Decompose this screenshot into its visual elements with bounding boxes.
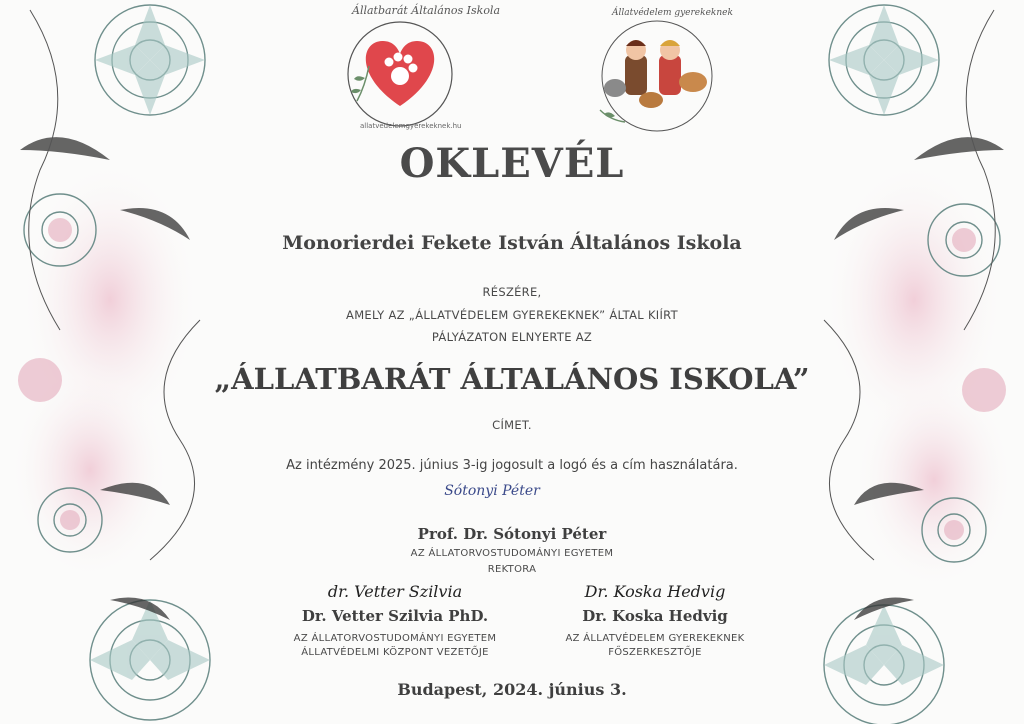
right-signer-name: Dr. Koska Hedvig bbox=[582, 607, 728, 625]
right-logo-text: Állatvédelem gyerekeknek bbox=[612, 8, 733, 18]
left-handwritten-signature: dr. Vetter Szilvia bbox=[327, 582, 463, 601]
for-line: RÉSZÉRE, bbox=[482, 285, 542, 299]
validity-statement: Az intézmény 2025. június 3-ig jogosult a logó és a cím használatára. bbox=[286, 458, 738, 473]
animal-protection-logo bbox=[585, 10, 725, 135]
left-signer-role-2: ÁLLATVÉDELMI KÖZPONT VEZETŐJE bbox=[301, 647, 489, 658]
left-signature-block bbox=[265, 582, 525, 658]
left-logo-url: allatvedelemgyerekeknek.hu bbox=[360, 122, 462, 130]
rector-role-line-2: REKTORA bbox=[487, 564, 537, 575]
school-logo-heart bbox=[335, 6, 465, 136]
rector-signature-block bbox=[412, 483, 612, 499]
award-suffix: CÍMET. bbox=[492, 418, 532, 432]
left-signer-role-1: AZ ÁLLATORVOSTUDOMÁNYI EGYETEM bbox=[293, 633, 497, 644]
right-handwritten-signature: Dr. Koska Hedvig bbox=[584, 582, 726, 601]
announcement-line-2: PÁLYÁZATON ELNYERTE AZ bbox=[431, 330, 593, 344]
left-logo-text: Állatbarát Általános Iskola bbox=[352, 4, 501, 17]
rector-handwritten-signature: Sótonyi Péter bbox=[444, 483, 540, 499]
right-signer-role-1: AZ ÁLLATVÉDELEM GYEREKEKNEK bbox=[565, 633, 745, 644]
rector-role-line-1: AZ ÁLLATORVOSTUDOMÁNYI EGYETEM bbox=[410, 548, 614, 559]
recipient-school: Monorierdei Fekete István Általános Iskola bbox=[282, 232, 742, 254]
award-title: „ÁLLATBARÁT ÁLTALÁNOS ISKOLA” bbox=[214, 362, 810, 396]
announcement-line-1: AMELY AZ „ÁLLATVÉDELEM GYEREKEKNEK” ÁLTAL KIÍRT bbox=[346, 308, 678, 322]
certificate-title: OKLEVÉL bbox=[399, 140, 625, 187]
right-signature-block bbox=[525, 582, 785, 658]
left-signer-name: Dr. Vetter Szilvia PhD. bbox=[301, 607, 489, 625]
rector-name: Prof. Dr. Sótonyi Péter bbox=[417, 525, 607, 543]
right-signer-role-2: FŐSZERKESZTŐJE bbox=[608, 647, 702, 658]
place-and-date: Budapest, 2024. június 3. bbox=[397, 680, 627, 699]
